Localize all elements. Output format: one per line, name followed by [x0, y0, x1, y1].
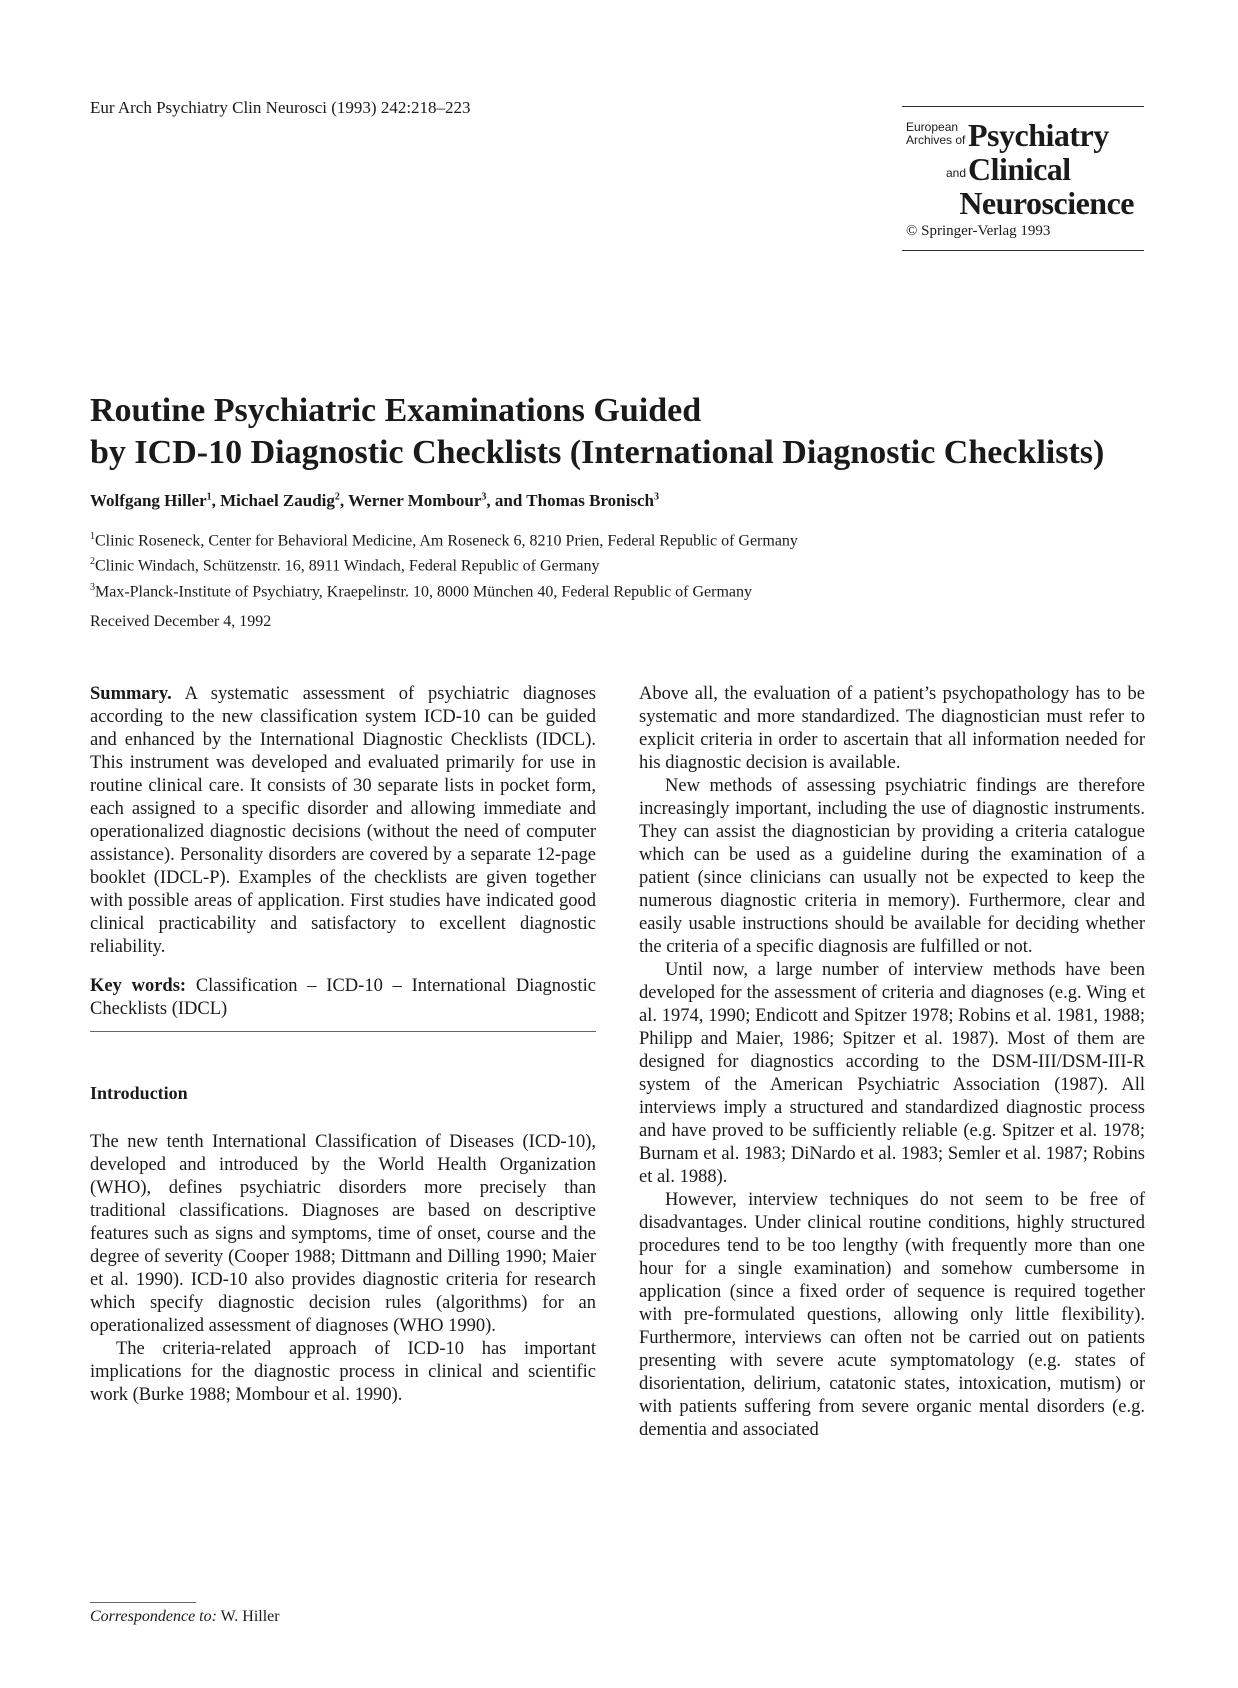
author-name: Wolfgang Hiller	[90, 491, 207, 510]
body-paragraph-4: However, interview techniques do not seem to be free of disadvantages. Under clinical routine conditions, highly structured procedures tend to be too lengthy (with frequently more than one hour for a single examination) and somehow cumbersome in application (since a fixed order of sequence is required together with pre-formulated questions, allowing only little flexibility). Furthermore, interviews can often not be carried out on patients presenting with severe acute symptomatology (e.g. states of disorientation, delirium, catatonic states, intoxication, mutism) or with patients suffering from severe organic mental disorders (e.g. dementia and associated	[639, 1190, 1145, 1440]
intro-paragraph-2: The criteria-related approach of ICD-10 has important implications for the diagnostic process in clinical and scientific work (Burke 1988; Mombour et al. 1990).	[90, 1339, 596, 1405]
affiliation-text: Clinic Roseneck, Center for Behavioral Medicine, Am Roseneck 6, 8210 Prien, Federal Republic of Germany	[95, 532, 798, 550]
keywords-label: Key words:	[90, 976, 187, 996]
body-paragraph-1: Above all, the evaluation of a patient’s psychopathology has to be systematic and more standardized. The diagnostician must refer to explicit criteria in order to ascertain that all information needed for his diagnostic decision is available.	[639, 684, 1145, 773]
author-affiliation-sup: 2	[334, 491, 340, 503]
correspondence-name: W. Hiller	[220, 1608, 280, 1625]
affiliation-text: Clinic Windach, Schützenstr. 16, 8911 Windach, Federal Republic of Germany	[95, 557, 600, 575]
journal-logo	[902, 106, 1144, 251]
summary-text: A systematic assessment of psychiatric diagnoses according to the new classification system ICD-10 can be guided and enhanced by the International Diagnostic Checklists (IDCL). This instrument was developed and evaluated primarily for use in routine clinical care. It consists of 30 separate lists in pocket form, each assigned to a specific disorder and allowing immediate and operationalized diagnostic decisions (without the need of computer assistance). Personality disorders are covered by a separate 12-page booklet (IDCL-P). Examples of the checklists are given together with possible areas of application. First studies have indicated good clinical practicability and satisfactory to excellent diagnostic reliability.	[90, 684, 596, 957]
summary-label: Summary.	[90, 684, 172, 704]
affiliation-text: Max-Planck-Institute of Psychiatry, Kraepelinstr. 10, 8000 München 40, Federal Republic of Germany	[95, 582, 753, 600]
keywords-paragraph	[90, 975, 596, 1021]
author-separator: ,	[339, 491, 349, 510]
title-line-2: by ICD-10 Diagnostic Checklists (International Diagnostic Checklists)	[90, 434, 1105, 471]
logo-european: European	[906, 120, 959, 134]
logo-and: and	[946, 166, 967, 180]
correspondence-footnote	[90, 1608, 280, 1626]
affiliation-list	[90, 526, 798, 602]
journal-reference: Eur Arch Psychiatry Clin Neurosci (1993) 242:218–223	[90, 98, 471, 117]
logo-neuroscience: Neuroscience	[959, 185, 1134, 221]
correspondence-label: Correspondence to:	[90, 1608, 217, 1625]
affiliation	[90, 551, 798, 576]
keywords-text: Classification – ICD-10 – International Diagnostic Checklists (IDCL)	[90, 976, 596, 1019]
author-name: Michael Zaudig	[220, 491, 335, 510]
footnote-rule	[90, 1602, 196, 1603]
author-affiliation-sup: 1	[206, 491, 212, 503]
copyright-notice: © Springer-Verlag 1993	[906, 223, 1051, 239]
logo-archives-of: Archives of	[906, 133, 966, 147]
body-paragraph-2: New methods of assessing psychiatric findings are therefore increasingly important, including the use of diagnostic instruments. They can assist the diagnostician by providing a criteria catalogue which can be used as a guideline during the examination of a patient (since clinicians can usually not be expected to keep the numerous diagnostic criteria in memory). Furthermore, clear and easily usable instructions should be available for deciding whether the criteria of a specific diagnosis are fulfilled or not.	[639, 776, 1145, 957]
logo-psychiatry: Psychiatry	[968, 117, 1109, 153]
intro-paragraph-1: The new tenth International Classification of Diseases (ICD-10), developed and introduced by the World Health Organization (WHO), defines psychiatric disorders more precisely than traditional classifications. Diagnoses are based on descriptive features such as signs and symptoms, time of onset, course and the degree of severity (Cooper 1988; Dittmann and Dilling 1990; Maier et al. 1990). ICD-10 also provides diagnostic criteria for research which specify diagnostic decision rules (algorithms) for an operationalized assessment of diagnoses (WHO 1990).	[90, 1132, 596, 1336]
author-separator: ,	[211, 491, 221, 510]
introduction-heading: Introduction	[90, 1083, 188, 1103]
affiliation-sup: 1	[90, 531, 95, 542]
affiliation-sup: 3	[90, 581, 95, 593]
right-column	[639, 683, 1145, 1442]
author-name: Werner Mombour	[348, 491, 482, 510]
author-affiliation-sup: 3	[653, 491, 659, 503]
article-title	[90, 390, 1170, 474]
logo-clinical: Clinical	[968, 151, 1071, 187]
affiliation	[90, 577, 798, 602]
section-divider	[90, 1031, 596, 1032]
received-date: Received December 4, 1992	[90, 613, 272, 630]
author-separator: , and	[486, 491, 527, 510]
left-column	[90, 683, 596, 1407]
affiliation	[90, 526, 798, 551]
title-line-1: Routine Psychiatric Examinations Guided	[90, 392, 702, 429]
author-list	[90, 491, 659, 511]
body-paragraph-3: Until now, a large number of interview methods have been developed for the assessment of criteria and diagnoses (e.g. Wing et al. 1974, 1990; Endicott and Spitzer 1978; Robins et al. 1981, 1988; Philipp and Maier, 1986; Spitzer et al. 1987). Most of them are designed for diagnostics according to the DSM-III/DSM-III-R system of the American Psychiatric Association (1987). All interviews imply a structured and standardized diagnostic process and have proved to be sufficiently reliable (e.g. Spitzer et al. 1978; Burnam et al. 1983; DiNardo et al. 1983; Semler et al. 1987; Robins et al. 1988).	[639, 960, 1145, 1187]
summary-paragraph	[90, 683, 596, 959]
author-name: Thomas Bronisch	[526, 491, 654, 510]
affiliation-sup: 2	[90, 556, 95, 568]
author-affiliation-sup: 3	[481, 491, 487, 503]
